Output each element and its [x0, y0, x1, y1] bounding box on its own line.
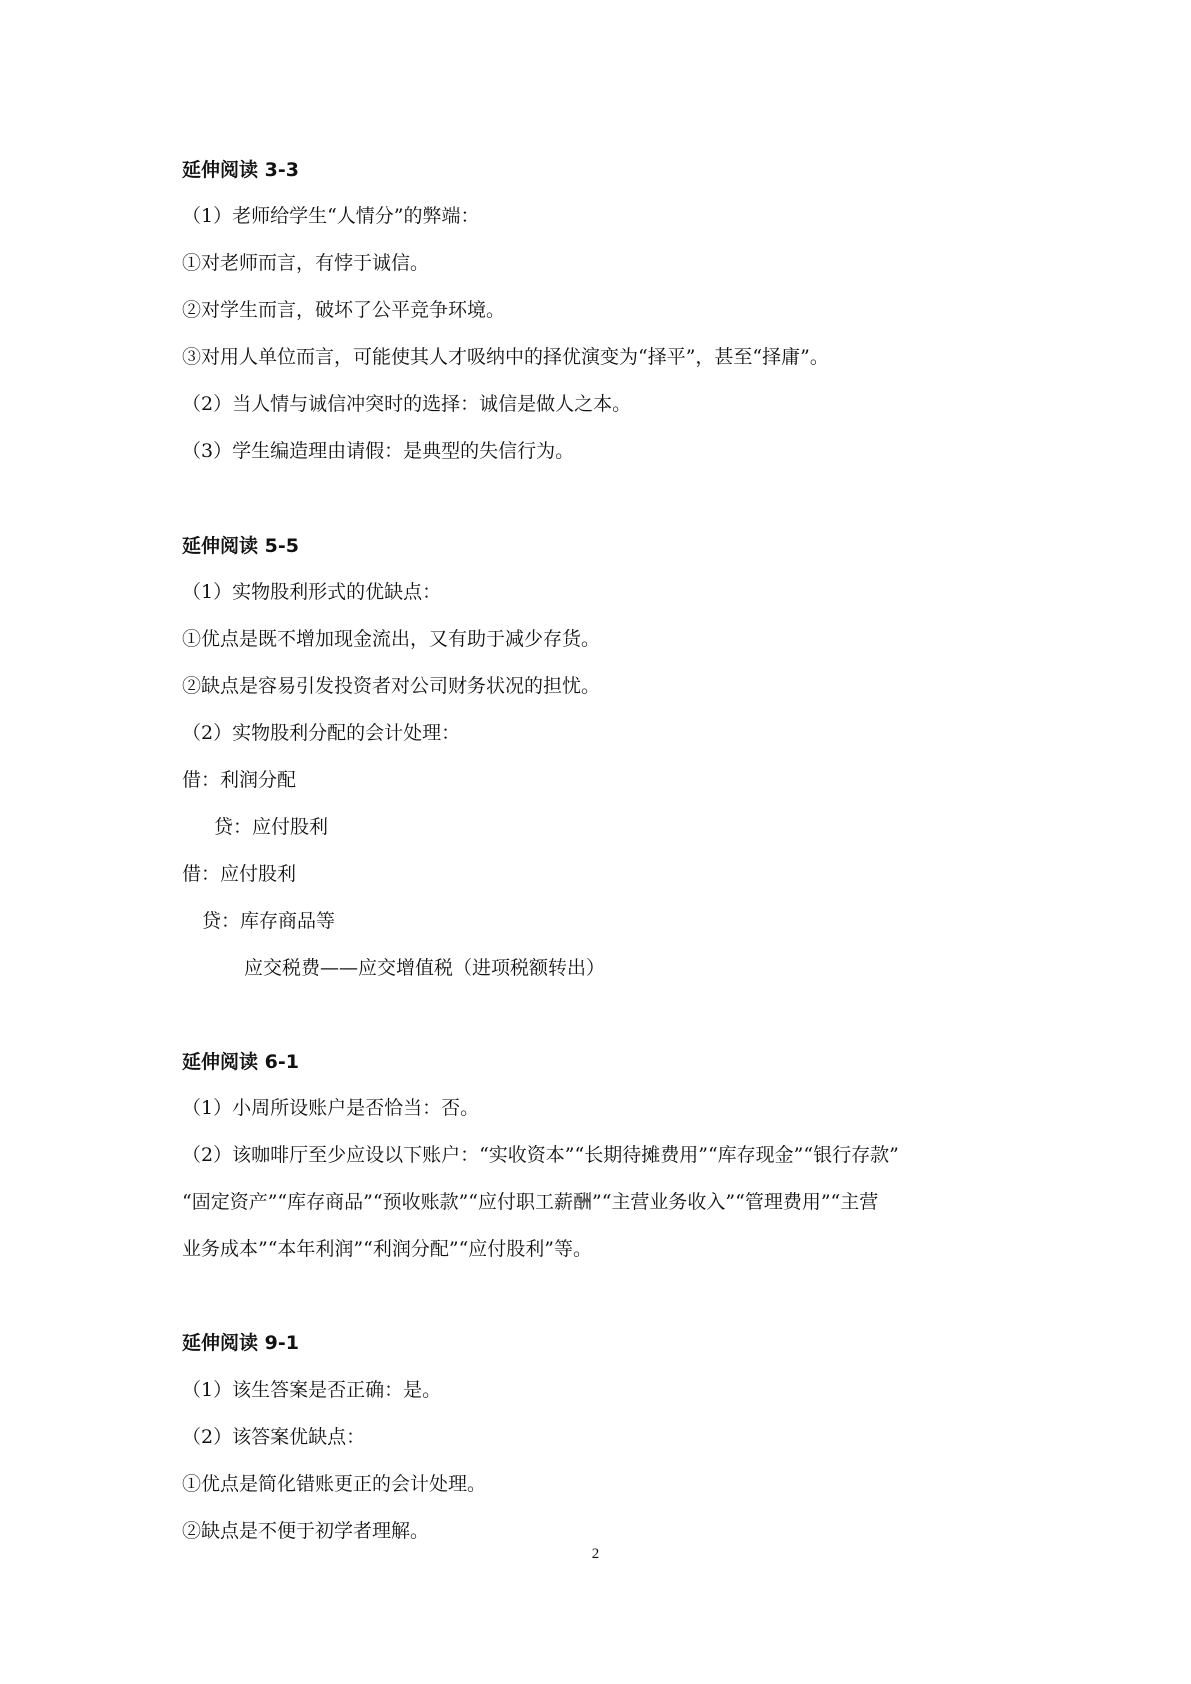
text-line: ①优点是简化错账更正的会计处理。 [182, 1473, 487, 1495]
text-line: ②对学生而言，破坏了公平竞争环境。 [182, 299, 506, 321]
text-line: （1）实物股利形式的优缺点： [182, 581, 442, 603]
text-line: （2）当人情与诚信冲突时的选择：诚信是做人之本。 [182, 393, 632, 415]
page-number: 2 [591, 1546, 600, 1562]
text-line: ②缺点是不便于初学者理解。 [182, 1520, 430, 1542]
journal-credit-line: 贷：应付股利 [214, 816, 329, 838]
text-line: “固定资产”“库存商品”“预收账款”“应付职工薪酬”“主营业务收入”“管理费用”“主营 [182, 1191, 879, 1213]
journal-debit-line: 借：利润分配 [182, 769, 297, 791]
journal-debit-line: 借：应付股利 [182, 863, 297, 885]
text-line: （2）该咖啡厅至少应设以下账户：“实收资本”“长期待摊费用”“库存现金”“银行存款” [182, 1144, 899, 1166]
text-line: （1）老师给学生“人情分”的弊端： [182, 205, 480, 227]
text-line: ①优点是既不增加现金流出，又有助于减少存货。 [182, 628, 601, 650]
section-heading: 延伸阅读 5-5 [182, 535, 299, 557]
text-line: ③对用人单位而言，可能使其人才吸纳中的择优演变为“择平”，甚至“择庸”。 [182, 346, 829, 368]
text-line: ②缺点是容易引发投资者对公司财务状况的担忧。 [182, 675, 601, 697]
text-line: （1）小周所设账户是否恰当：否。 [182, 1097, 480, 1119]
section-heading: 延伸阅读 6-1 [182, 1051, 299, 1073]
text-line: （2）该答案优缺点： [182, 1426, 366, 1448]
text-line: （3）学生编造理由请假：是典型的失信行为。 [182, 440, 575, 462]
journal-credit-line: 应交税费——应交增值税（进项税额转出） [244, 957, 606, 979]
section-heading: 延伸阅读 3-3 [182, 159, 299, 181]
journal-credit-line: 贷：库存商品等 [202, 910, 336, 932]
text-line: （1）该生答案是否正确：是。 [182, 1379, 442, 1401]
text-line: ①对老师而言，有悖于诚信。 [182, 252, 430, 274]
text-line: （2）实物股利分配的会计处理： [182, 722, 461, 744]
section-heading: 延伸阅读 9-1 [182, 1332, 299, 1354]
text-line: 业务成本”“本年利润”“利润分配”“应付股利”等。 [182, 1238, 592, 1260]
